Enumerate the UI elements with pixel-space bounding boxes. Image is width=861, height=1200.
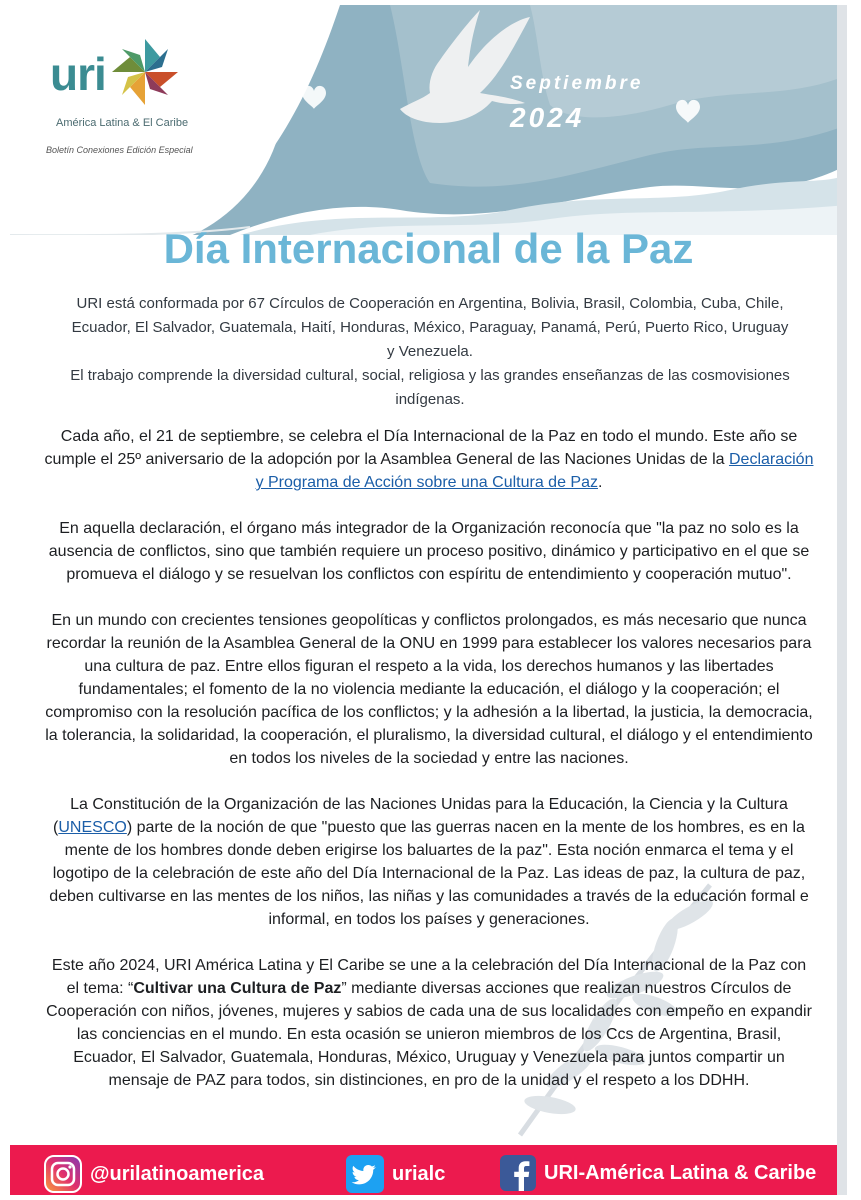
- declaration-link[interactable]: Declaración y Programa de Acción sobre una Cultura de Paz: [255, 451, 814, 491]
- facebook-icon: [500, 1155, 536, 1191]
- issue-month: Septiembre: [510, 73, 644, 94]
- instagram-label: @urilatinoamerica: [90, 1162, 265, 1185]
- paragraph-text: .: [597, 474, 603, 491]
- paragraph-text: ) parte de la noción de que "puesto que las guerras nacen en la mente de los hombres, es en la mente de los hombres donde deben erigirse los baluartes de la paz". Esta noción enmarca el tema y el logotipo de la celebración de este año del Día Internacional de la Paz. Las ideas de paz, la cultura de paz, deben cultivarse en las mentes de los niños, las niñas y las comunidades a través de la educación formal e informal, en todos los países y generaciones.: [49, 819, 809, 928]
- instagram-icon: [44, 1155, 82, 1193]
- twitter-icon: [346, 1155, 384, 1193]
- facebook-label: URI-América Latina & Caribe: [544, 1161, 817, 1184]
- bulletin-page: [10, 5, 847, 1195]
- uri-logo: [46, 41, 230, 155]
- pinwheel-logo-icon: [110, 37, 180, 107]
- theme-highlight: Cultivar una Cultura de Paz: [133, 980, 342, 997]
- unesco-link[interactable]: UNESCO: [58, 819, 127, 836]
- paragraph-3: En un mundo con crecientes tensiones geopolíticas y conflictos prolongados, es más necesario que nunca recordar la reunión de la Asamblea General de la ONU en 1999 para establecer los valores necesarios para una cultura de paz. Entre ellos figuran el respeto a la vida, los derechos humanos y las libertades fundamentales; el fomento de la no violencia mediante la educación, el diálogo y la cooperación; el compromiso con la resolución pacífica de los conflictos; y la adhesión a la libertad, la justicia, la democracia, la tolerancia, la solidaridad, la cooperación, el pluralismo, la diversidad cultural, el diálogo y el entendimiento en todos los niveles de la sociedad y entre las naciones.: [45, 612, 813, 767]
- paragraph-4: [44, 793, 814, 931]
- instagram-handle[interactable]: [44, 1155, 264, 1193]
- twitter-label: urialc: [392, 1162, 446, 1185]
- paragraph-5: [44, 954, 814, 1092]
- intro-paragraph: El trabajo comprende la diversidad cultural, social, religiosa y las grandes enseñanzas de las cosmovisiones indígenas.: [70, 367, 790, 408]
- paragraph-1: [44, 425, 814, 494]
- page-title: Día Internacional de la Paz: [163, 225, 694, 272]
- logo-region: América Latina & El Caribe: [56, 117, 189, 129]
- facebook-page[interactable]: [500, 1155, 816, 1191]
- twitter-handle[interactable]: [346, 1155, 445, 1193]
- paragraph-text: Cada año, el 21 de septiembre, se celebra el Día Internacional de la Paz en todo el mundo. Este año se cumple el 25º aniversario de la adopción por la Asamblea General de las Naciones Unidas de la: [44, 428, 798, 468]
- intro: [70, 292, 790, 412]
- paragraph-2: En aquella declaración, el órgano más integrador de la Organización reconocía que "la paz no solo es la ausencia de conflictos, sino que también requiere un proceso positivo, dinámico y participativo en el que se promueva el diálogo y se resuelvan los conflictos con espíritu de entendimiento y cooperación mutuo".: [48, 520, 810, 583]
- social-footer: [10, 1145, 847, 1195]
- logo-wordmark: uri: [50, 48, 106, 100]
- paragraph-text: La Constitución de la Organización de las Naciones Unidas para la Educación, la Ciencia y la Cultura (: [53, 796, 788, 836]
- paragraph-text: Este año 2024, URI América Latina y El Caribe se une a la celebración del Día Internacional de la Paz con el tema: “: [51, 957, 807, 997]
- bulletin-name: Boletín Conexiones Edición Especial: [46, 145, 193, 155]
- paragraph-text: ” mediante diversas acciones que realizan nuestros Círculos de Cooperación con niños, jóvenes, mujeres y sabios de cada una de sus localidades con empeño en expandir las conciencias en el mundo. En esta ocasión se unieron miembros de los Ccs de Argentina, Brasil, Ecuador, El Salvador, Guatemala, Honduras, México, Uruguay y Venezuela para juntos compartir un mensaje de PAZ para todos, sin distinciones, en pro de la unidad y el respeto a los DDHH.: [46, 980, 812, 1089]
- issue-year: 2024: [510, 102, 585, 133]
- intro-paragraph: URI está conformada por 67 Círculos de Cooperación en Argentina, Bolivia, Brasil, Colombia, Cuba, Chile, Ecuador, El Salvador, Guatemala, Haití, Honduras, México, Paraguay, Panamá, Perú, Puerto Rico, Uruguay y Venezuela.: [71, 295, 789, 360]
- article-body: [44, 425, 814, 1115]
